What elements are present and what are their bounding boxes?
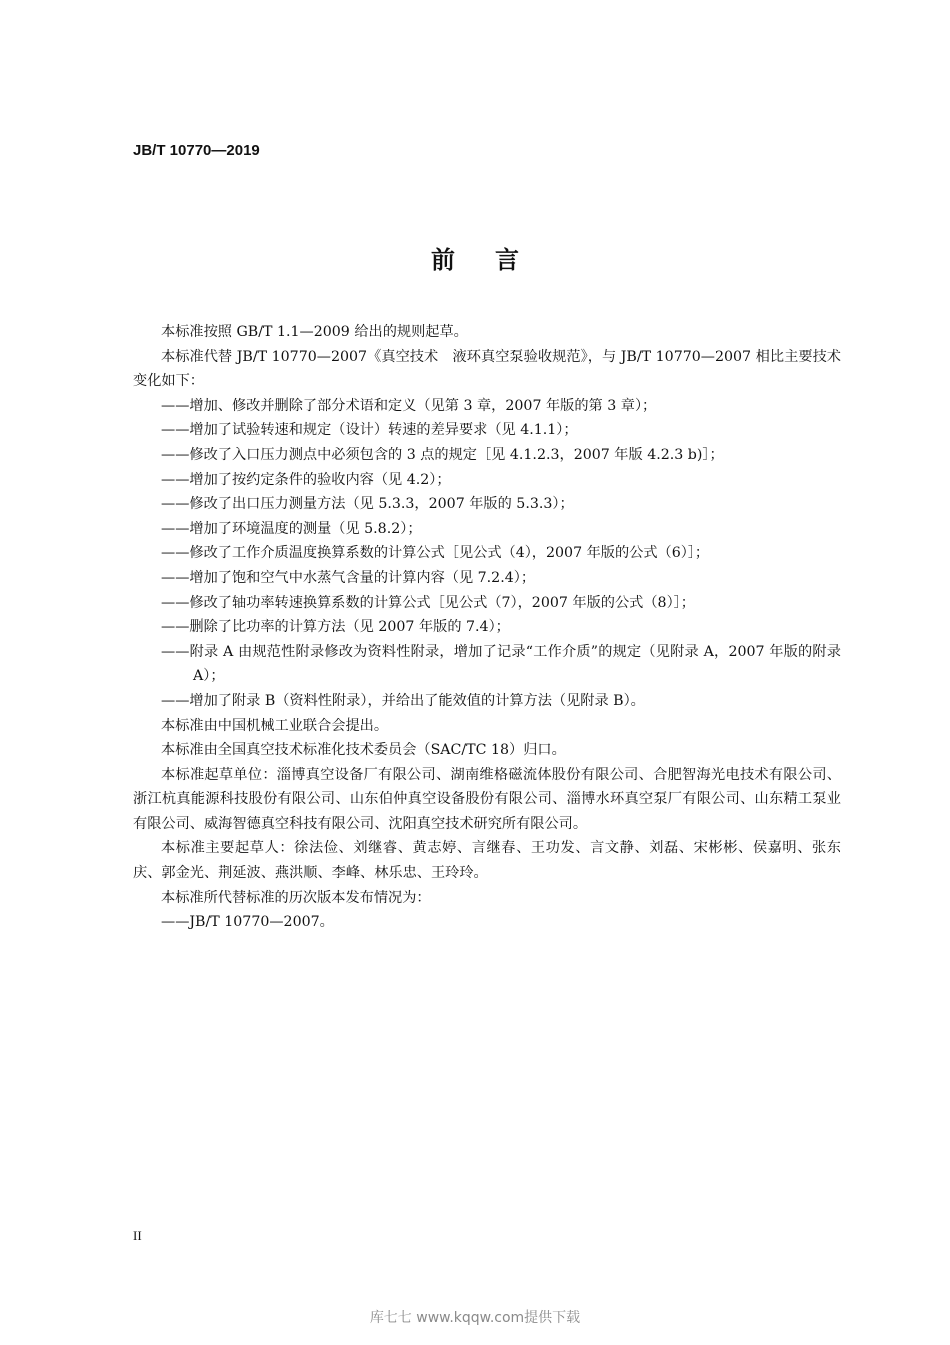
download-footer: 库七七 www.kqqw.com提供下载 <box>369 1310 581 1326</box>
change-item: ——修改了入口压力测点中必须包含的 3 点的规定［见 4.1.2.3，2007 年版 4.2.3 b)］； <box>161 446 724 463</box>
history-item: ——JB/T 10770—2007。 <box>161 914 334 931</box>
change-item: ——修改了工作介质温度换算系数的计算公式［见公式（4），2007 年版的公式（6）］； <box>161 545 710 562</box>
change-item: ——修改了出口压力测量方法（见 5.3.3，2007 年版的 5.3.3）； <box>161 496 574 513</box>
page-number: II <box>133 1228 142 1243</box>
paragraph-drafting-rules: 本标准按照 GB/T 1.1—2009 给出的规则起草。 <box>161 324 468 340</box>
change-item: ——增加了附录 B（资料性附录），并给出了能效值的计算方法（见附录 B）。 <box>161 692 645 709</box>
paragraph-committee: 本标准由全国真空技术标准化技术委员会（SAC/TC 18）归口。 <box>161 742 566 759</box>
change-item: ——修改了轴功率转速换算系数的计算公式［见公式（7），2007 年版的公式（8）］； <box>161 594 695 611</box>
foreword-body <box>133 320 841 935</box>
paragraph-history: 本标准所代替标准的历次版本发布情况为： <box>161 889 431 906</box>
change-item: ——增加了按约定条件的验收内容（见 4.2）； <box>161 471 451 488</box>
paragraph-replacement: 本标准代替 JB/T 10770—2007《真空技术 液环真空泵验收规范》，与 JB/T 10770—2007 相比主要技术变化如下： <box>133 348 841 390</box>
paragraph-drafters: 本标准主要起草人：徐法俭、刘继睿、黄志婷、言继春、王功发、言文静、刘磊、宋彬彬、侯嘉明、张东庆、郭金光、荆延波、燕洪顺、李峰、林乐忠、王玲玲。 <box>133 840 841 882</box>
change-item: ——附录 A 由规范性附录修改为资料性附录，增加了记录“工作介质”的规定（见附录 A，2007 年版的附录 A）； <box>161 643 841 685</box>
change-item: ——删除了比功率的计算方法（见 2007 年版的 7.4）； <box>161 619 510 636</box>
change-item: ——增加、修改并删除了部分术语和定义（见第 3 章，2007 年版的第 3 章）； <box>161 397 657 414</box>
paragraph-proposer: 本标准由中国机械工业联合会提出。 <box>161 717 389 734</box>
change-item: ——增加了饱和空气中水蒸气含量的计算内容（见 7.2.4）； <box>161 569 536 586</box>
paragraph-drafting-units: 本标准起草单位：淄博真空设备厂有限公司、湖南维格磁流体股份有限公司、合肥智海光电技术有限公司、浙江杭真能源科技股份有限公司、山东伯仲真空设备股份有限公司、淄博水环真空泵厂有限公司、山东精工泵业有限公司、威海智德真空科技有限公司、沈阳真空技术研究所有限公司。 <box>133 766 841 832</box>
change-item: ——增加了环境温度的测量（见 5.8.2）； <box>161 520 422 537</box>
standard-code: JB/T 10770—2019 <box>133 142 260 159</box>
page-title: 前言 <box>431 246 559 274</box>
change-item: ——增加了试验转速和规定（设计）转速的差异要求（见 4.1.1）； <box>161 422 578 439</box>
